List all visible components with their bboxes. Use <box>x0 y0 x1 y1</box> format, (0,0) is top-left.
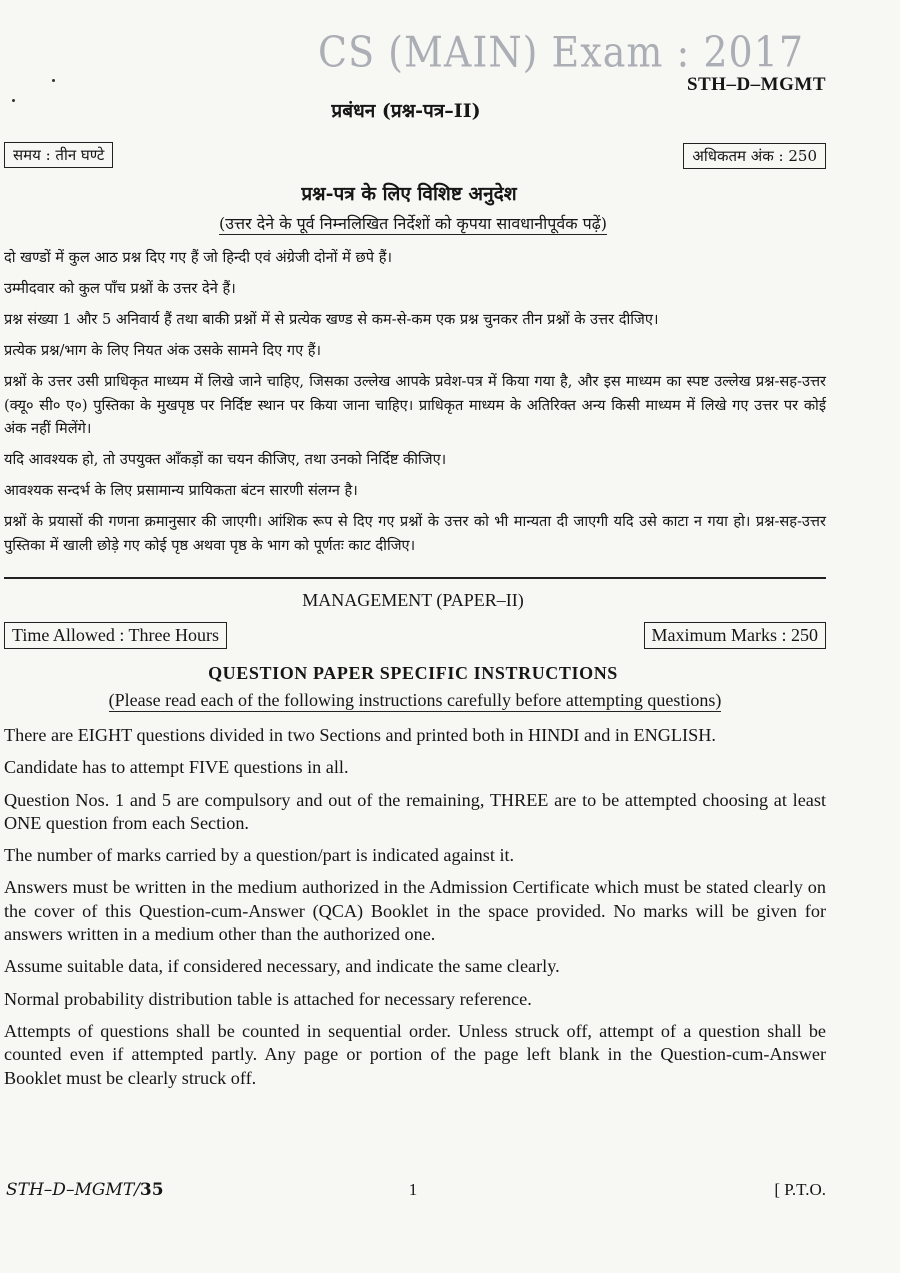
hindi-instruction-item: प्रत्येक प्रश्न/भाग के लिए नियत अंक उसके सामने दिए गए हैं। <box>4 342 322 359</box>
footer-code-number: 35 <box>139 1180 164 1200</box>
english-time-box: Time Allowed : Three Hours <box>4 622 227 649</box>
footer-code-text: STH–D–MGMT/ <box>6 1180 140 1200</box>
hindi-instruction-item: प्रश्नों के प्रयासों की गणना क्रमानुसार की जाएगी। आंशिक रूप से दिए गए प्रश्नों के उत्तर को भी मान्यता दी जाएगी यदि उसे काटा न गया हो। प्रश्न-सह-उत्तर पुस्तिका में खाली छोड़े गए कोई पृष्ठ अथवा पृष्ठ के भाग को पूर्णतः काट दीजिए। <box>4 513 826 554</box>
hindi-instructions-title: प्रश्न-पत्र के लिए विशिष्ट अनुदेश <box>301 183 517 205</box>
hindi-instructions-subtitle-text: (उत्तर देने के पूर्व निम्नलिखित निर्देशों को कृपया सावधानीपूर्वक पढ़ें) <box>219 214 607 233</box>
english-instruction-item: The number of marks carried by a question/part is indicated against it. <box>4 845 515 866</box>
page-number: 1 <box>408 1180 418 1199</box>
english-instruction-item: Normal probability distribution table is attached for necessary reference. <box>4 988 532 1009</box>
english-instruction-item: There are EIGHT questions divided in two Sections and printed both in HINDI and in ENGLISH. <box>4 725 716 745</box>
hindi-time-box: समय : तीन घण्टे <box>4 142 113 168</box>
hindi-instructions-list <box>4 246 826 565</box>
english-instructions-subtitle <box>0 690 830 711</box>
hindi-instruction-item: आवश्यक सन्दर्भ के लिए प्रसामान्य प्रायिकता बंटन सारणी संलग्न है। <box>4 482 358 499</box>
english-instruction-item: Candidate has to attempt FIVE questions in all. <box>4 757 349 778</box>
hindi-instructions-subtitle <box>0 212 826 234</box>
english-instruction-item: Question Nos. 1 and 5 are compulsory and out of the remaining, THREE are to be attempted choosing at least ONE question from each Section. <box>4 789 826 833</box>
english-instruction-item: Attempts of questions shall be counted in sequential order. Unless struck off, attempt of a question shall be counted even if attempted partly. Any page or portion of the page left blank in the Question-cum-Answer Booklet must be clearly struck off. <box>4 1020 826 1088</box>
hindi-marks-box: अधिकतम अंक : 250 <box>683 143 826 169</box>
section-divider <box>4 577 826 579</box>
english-marks-box: Maximum Marks : 250 <box>644 622 827 649</box>
english-instruction-item: Assume suitable data, if considered necessary, and indicate the same clearly. <box>4 956 560 977</box>
hindi-instruction-item: प्रश्न संख्या 1 और 5 अनिवार्य हैं तथा बाकी प्रश्नों में से प्रत्येक खण्ड से कम-से-कम एक प्रश्न चुनकर तीन प्रश्नों के उत्तर दीजिए। <box>4 311 659 328</box>
exam-stamp: CS (MAIN) Exam : 2017 <box>318 27 805 77</box>
english-instruction-item: Answers must be written in the medium authorized in the Admission Certificate which must be stated clearly on the cover of this Question-cum-Answer (QCA) Booklet in the space provided. No marks will be given for answers written in a medium other than the authorized one. <box>4 877 826 945</box>
pto-marker: [ P.T.O. <box>774 1180 826 1199</box>
hindi-paper-title: प्रबंधन (प्रश्न-पत्र–II) <box>331 100 481 122</box>
paper-code: STH–D–MGMT <box>686 74 826 95</box>
english-instructions-subtitle-text: (Please read each of the following instructions carefully before attempting questions) <box>108 690 722 710</box>
hindi-instruction-item: प्रश्नों के उत्तर उसी प्राधिकृत माध्यम में लिखे जाने चाहिए, जिसका उल्लेख आपके प्रवेश-पत्र में किया गया है, और इस माध्यम का स्पष्ट उल्लेख प्रश्न-सह-उत्तर (क्यू० सी० ए०) पुस्तिका के मुखपृष्ठ पर निर्दिष्ट स्थान पर किया जाना चाहिए। प्राधिकृत माध्यम के अतिरिक्त अन्य किसी माध्यम में लिखे गए उत्तर पर कोई अंक नहीं मिलेंगे। <box>4 373 826 437</box>
scan-speck <box>52 79 55 82</box>
english-instructions-list <box>4 724 826 1099</box>
english-instructions-title: QUESTION PAPER SPECIFIC INSTRUCTIONS <box>208 663 618 683</box>
hindi-instruction-item: उम्मीदवार को कुल पाँच प्रश्नों के उत्तर देने हैं। <box>4 280 236 297</box>
hindi-instruction-item: दो खण्डों में कुल आठ प्रश्न दिए गए हैं जो हिन्दी एवं अंग्रेजी दोनों में छपे हैं। <box>4 249 392 266</box>
hindi-instruction-item: यदि आवश्यक हो, तो उपयुक्त आँकड़ों का चयन कीजिए, तथा उनको निर्दिष्ट कीजिए। <box>4 451 447 468</box>
english-paper-title: MANAGEMENT (PAPER–II) <box>302 590 524 610</box>
